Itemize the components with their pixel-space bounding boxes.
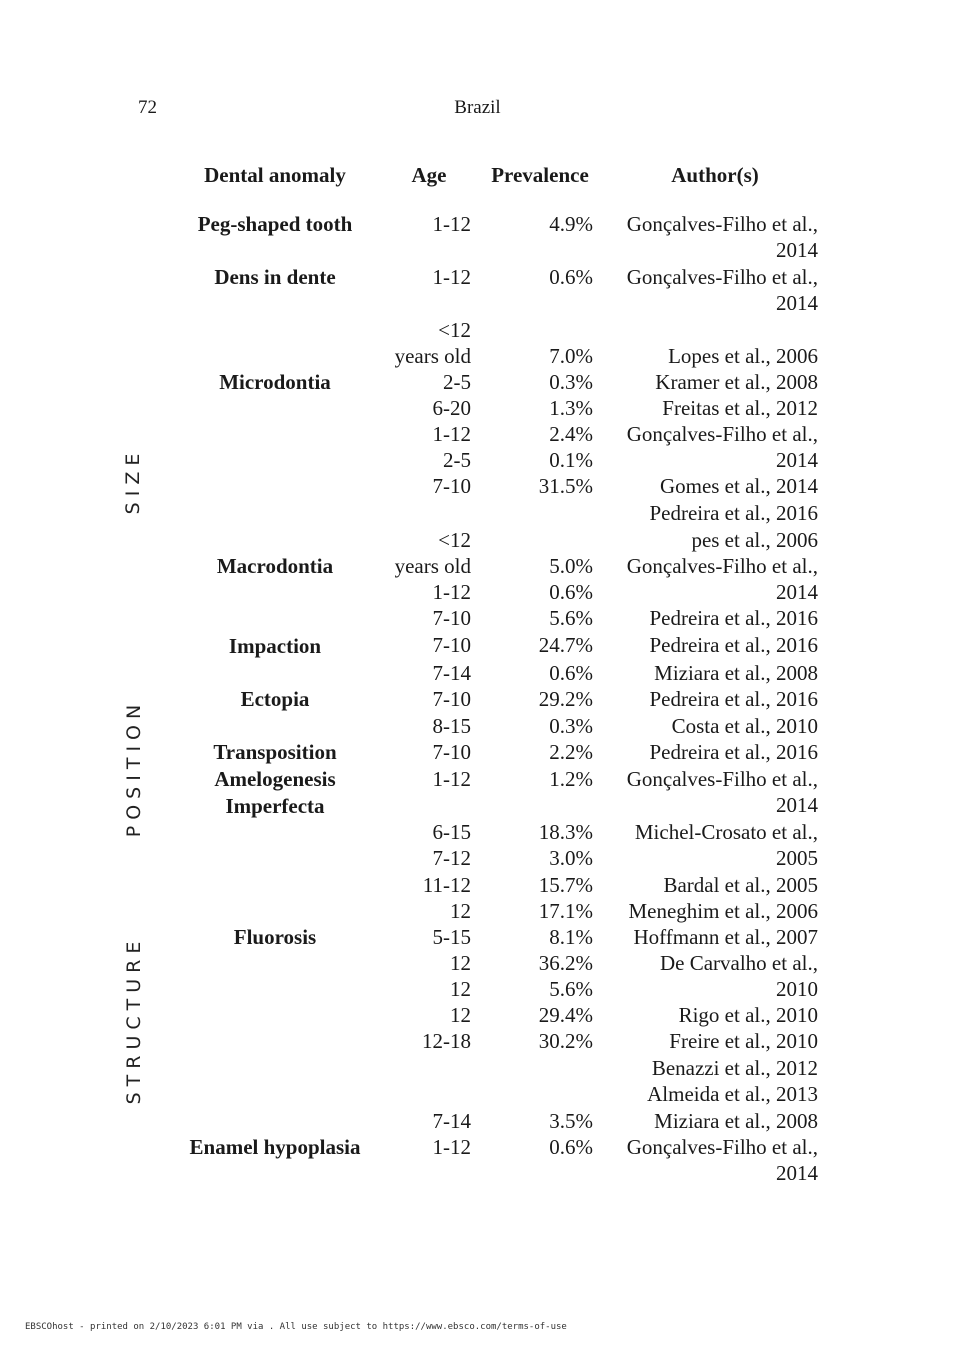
author-cell: Miziara et al., 2008 — [654, 661, 818, 685]
author-cell: Gonçalves-Filho et al., — [626, 767, 818, 791]
author-cell: Gonçalves-Filho et al., — [626, 422, 818, 446]
prevalence-cell: 8.1% — [549, 925, 593, 949]
age-cell: years old — [394, 344, 471, 368]
author-cell: Michel-Crosato et al., — [634, 820, 818, 844]
age-cell: 2-5 — [443, 370, 471, 394]
age-cell: 11-12 — [422, 873, 471, 897]
author-cell: 2005 — [776, 846, 818, 870]
running-head: Brazil — [454, 97, 501, 118]
author-cell: Pedreira et al., 2016 — [649, 740, 818, 764]
anomaly-name: Fluorosis — [233, 925, 317, 949]
side-label-structure: STRUCTURE — [123, 935, 145, 1105]
author-cell: Rigo et al., 2010 — [678, 1003, 818, 1027]
anomaly-name: Macrodontia — [216, 554, 334, 578]
anomaly-name: Transposition — [213, 740, 337, 764]
side-label-position: POSITION — [123, 698, 145, 838]
author-cell: Gonçalves-Filho et al., — [626, 554, 818, 578]
anomaly-name: Microdontia — [219, 370, 331, 394]
age-cell: 1-12 — [432, 580, 471, 604]
author-cell: Bardal et al., 2005 — [663, 873, 818, 897]
author-cell: Benazzi et al., 2012 — [651, 1056, 818, 1080]
age-cell: 6-15 — [432, 820, 471, 844]
author-cell: Kramer et al., 2008 — [655, 370, 818, 394]
author-cell: Meneghim et al., 2006 — [628, 899, 818, 923]
column-header-anomaly: Dental anomaly — [204, 163, 346, 187]
age-cell: 12 — [450, 977, 471, 1001]
prevalence-cell: 3.5% — [549, 1109, 593, 1133]
author-cell: 2014 — [776, 1161, 818, 1185]
author-cell: pes et al., 2006 — [691, 528, 818, 552]
prevalence-cell: 24.7% — [538, 633, 593, 657]
prevalence-cell: 31.5% — [538, 474, 593, 498]
prevalence-cell: 0.3% — [549, 714, 593, 738]
anomaly-name: Ectopia — [240, 687, 310, 711]
prevalence-cell: 4.9% — [549, 212, 593, 236]
age-cell: 2-5 — [443, 448, 471, 472]
prevalence-cell: 29.4% — [538, 1003, 593, 1027]
age-cell: 7-14 — [432, 661, 471, 685]
age-cell: 7-14 — [432, 1109, 471, 1133]
age-cell: 1-12 — [432, 1135, 471, 1159]
prevalence-cell: 1.3% — [549, 396, 593, 420]
author-cell: Freire et al., 2010 — [669, 1029, 818, 1053]
author-cell: Pedreira et al., 2016 — [649, 687, 818, 711]
prevalence-cell: 0.6% — [549, 265, 593, 289]
side-label-size: SIZE — [122, 447, 144, 515]
author-cell: De Carvalho et al., — [659, 951, 818, 975]
author-cell: Pedreira et al., 2016 — [649, 633, 818, 657]
age-cell: 7-10 — [432, 633, 471, 657]
age-cell: 5-15 — [432, 925, 471, 949]
prevalence-cell: 15.7% — [538, 873, 593, 897]
prevalence-cell: 5.0% — [549, 554, 593, 578]
prevalence-cell: 0.6% — [549, 580, 593, 604]
author-cell: Miziara et al., 2008 — [654, 1109, 818, 1133]
age-cell: 7-10 — [432, 606, 471, 630]
column-header-authors: Author(s) — [671, 163, 759, 187]
footer-note: EBSCOhost - printed on 2/10/2023 6:01 PM via . All use subject to https://www.ebsco.com/terms-of-use — [25, 1322, 567, 1332]
author-cell: Pedreira et al., 2016 — [649, 501, 818, 525]
age-cell: years old — [394, 554, 471, 578]
anomaly-name: Enamel hypoplasia — [189, 1135, 361, 1159]
prevalence-cell: 2.2% — [549, 740, 593, 764]
age-cell: 6-20 — [432, 396, 471, 420]
prevalence-cell: 2.4% — [549, 422, 593, 446]
age-cell: 1-12 — [432, 212, 471, 236]
prevalence-cell: 17.1% — [538, 899, 593, 923]
prevalence-cell: 36.2% — [538, 951, 593, 975]
author-cell: Lopes et al., 2006 — [668, 344, 818, 368]
age-cell: 1-12 — [432, 767, 471, 791]
age-cell: 12 — [450, 899, 471, 923]
prevalence-cell: 3.0% — [549, 846, 593, 870]
author-cell: Pedreira et al., 2016 — [649, 606, 818, 630]
age-cell: 7-10 — [432, 687, 471, 711]
author-cell: Almeida et al., 2013 — [647, 1082, 818, 1106]
author-cell: Freitas et al., 2012 — [662, 396, 818, 420]
prevalence-cell: 1.2% — [549, 767, 593, 791]
page-number: 72 — [138, 97, 157, 118]
column-header-prevalence: Prevalence — [491, 163, 589, 187]
prevalence-cell: 5.6% — [549, 606, 593, 630]
age-cell: 1-12 — [432, 422, 471, 446]
author-cell: Hoffmann et al., 2007 — [633, 925, 818, 949]
author-cell: 2014 — [776, 448, 818, 472]
age-cell: 1-12 — [432, 265, 471, 289]
prevalence-cell: 0.6% — [549, 661, 593, 685]
author-cell: 2014 — [776, 238, 818, 262]
age-cell: 7-12 — [432, 846, 471, 870]
age-cell: 12 — [450, 1003, 471, 1027]
anomaly-name: Amelogenesis — [214, 767, 336, 791]
anomaly-name: Impaction — [228, 634, 322, 658]
author-cell: Gonçalves-Filho et al., — [626, 265, 818, 289]
author-cell: Costa et al., 2010 — [671, 714, 818, 738]
author-cell: Gonçalves-Filho et al., — [626, 1135, 818, 1159]
prevalence-cell: 29.2% — [538, 687, 593, 711]
anomaly-name: Peg-shaped tooth — [197, 212, 353, 236]
author-cell: 2014 — [776, 793, 818, 817]
age-cell: <12 — [438, 318, 471, 342]
author-cell: 2014 — [776, 291, 818, 315]
age-cell: 7-10 — [432, 740, 471, 764]
prevalence-cell: 0.1% — [549, 448, 593, 472]
column-header-age: Age — [411, 163, 447, 187]
author-cell: Gomes et al., 2014 — [659, 474, 818, 498]
age-cell: 12 — [450, 951, 471, 975]
age-cell: <12 — [438, 528, 471, 552]
age-cell: 12-18 — [422, 1029, 471, 1053]
author-cell: 2010 — [776, 977, 818, 1001]
author-cell: 2014 — [776, 580, 818, 604]
prevalence-cell: 0.3% — [549, 370, 593, 394]
prevalence-cell: 5.6% — [549, 977, 593, 1001]
age-cell: 7-10 — [432, 474, 471, 498]
age-cell: 8-15 — [432, 714, 471, 738]
prevalence-cell: 18.3% — [538, 820, 593, 844]
author-cell: Gonçalves-Filho et al., — [626, 212, 818, 236]
prevalence-cell: 0.6% — [549, 1135, 593, 1159]
prevalence-cell: 7.0% — [549, 344, 593, 368]
anomaly-name: Dens in dente — [214, 265, 336, 289]
anomaly-name: Imperfecta — [225, 794, 325, 818]
prevalence-cell: 30.2% — [538, 1029, 593, 1053]
